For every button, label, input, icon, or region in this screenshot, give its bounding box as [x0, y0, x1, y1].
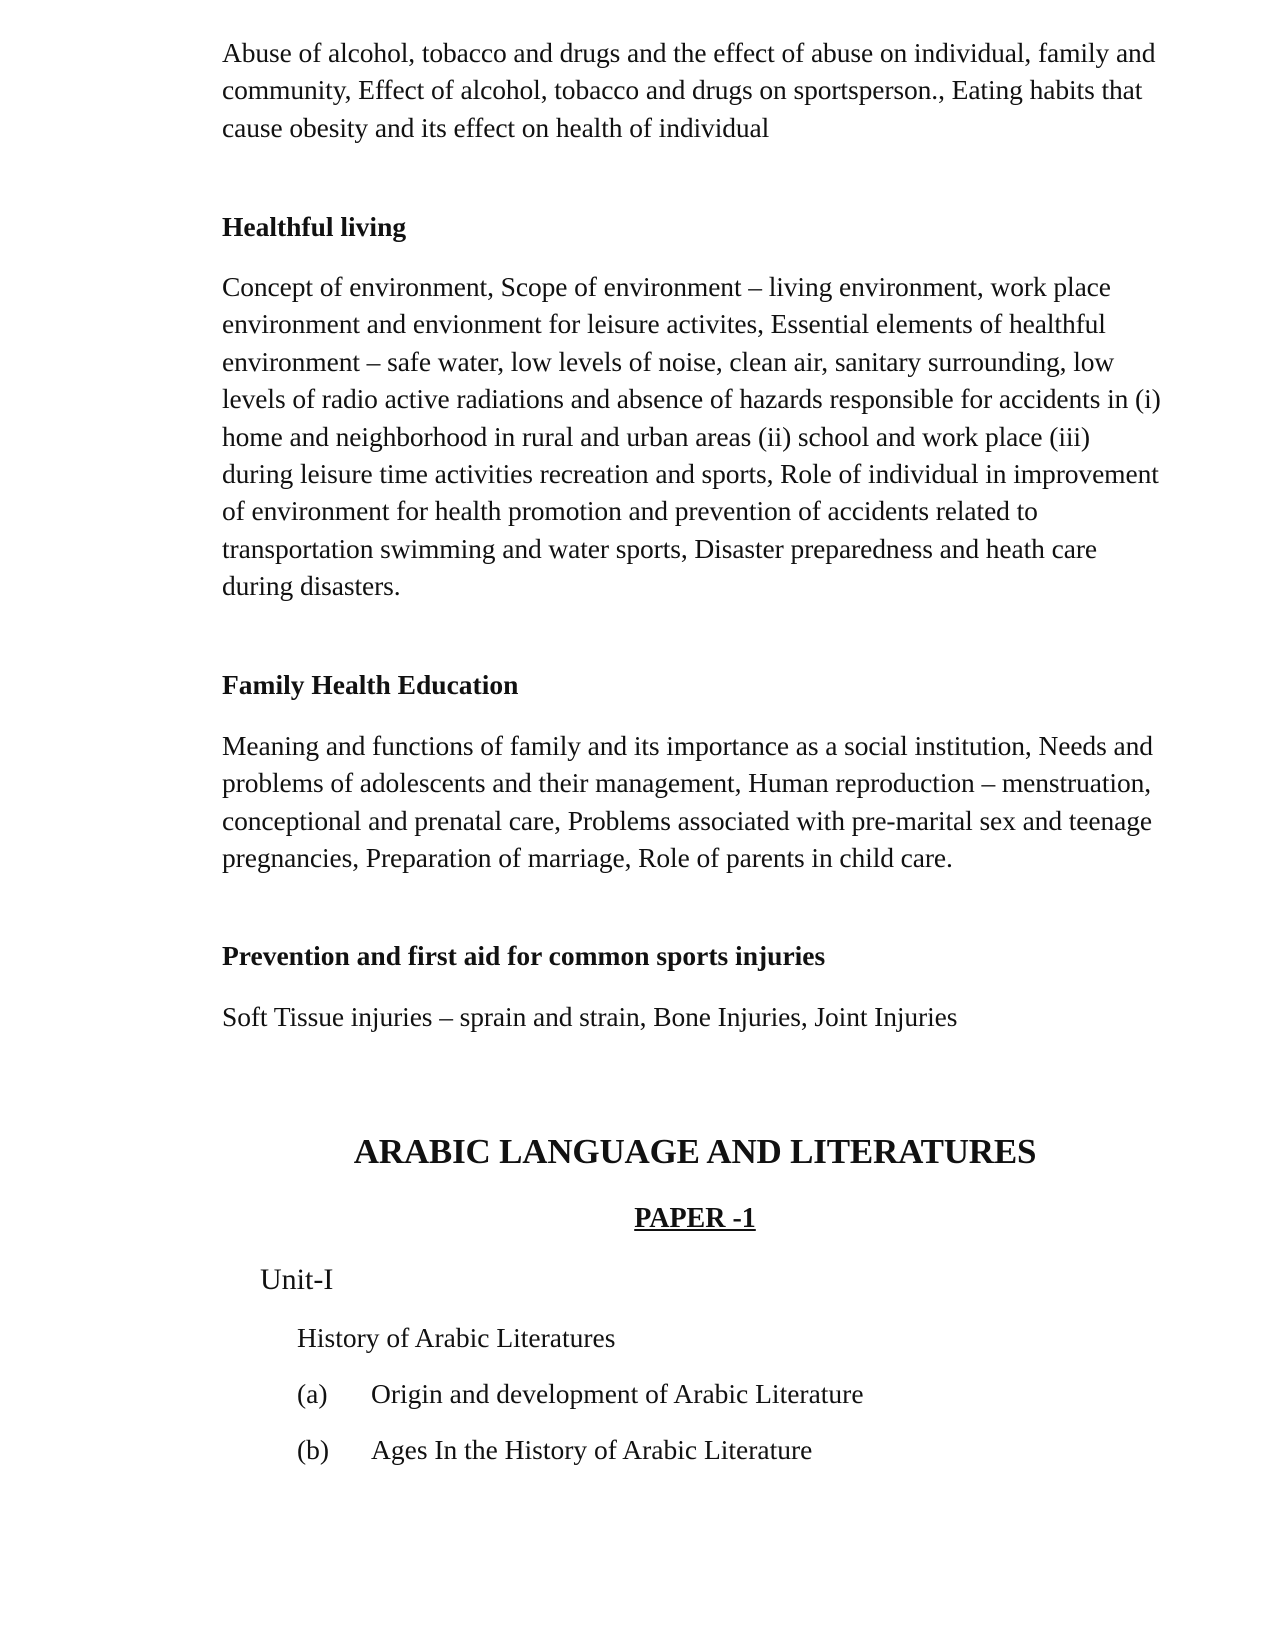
section-body-sports-injuries: Soft Tissue injuries – sprain and strain, Bone Injuries, Joint Injuries	[222, 1001, 958, 1032]
subject-title: ARABIC LANGUAGE AND LITERATURES	[353, 1132, 1037, 1171]
section-body-family-health: Meaning and functions of family and its importance as a social institution, Needs and problems of adolescents and their management, Human reproduction – menstruation, conceptional and prenatal care, Problems associated with pre-marital sex and teenage pregnancies, Preparation of marriage, Role of parents in child care.	[222, 730, 1153, 874]
paper-label: PAPER -1	[634, 1203, 756, 1234]
section-heading-sports-injuries: Prevention and first aid for common sports injuries	[222, 940, 826, 971]
section-heading-healthful-living: Healthful living	[222, 211, 407, 242]
unit-item-b	[297, 1434, 812, 1466]
list-marker: (a)	[297, 1378, 328, 1409]
section-body-healthful-living: Concept of environment, Scope of environment – living environment, work place environment and envionment for leisure activites, Essential elements of healthful environment – safe water, low levels of noise, clean air, sanitary surrounding, low levels of radio active radiations and absence of hazards responsible for accidents in (i) home and neighborhood in rural and urban areas (ii) school and work place (iii) during leisure time activities recreation and sports, Role of individual in improvement of environment for health promotion and prevention of accidents related to transportation swimming and water sports, Disaster preparedness and heath care during disasters.	[222, 271, 1161, 602]
unit-topic: History of Arabic Literatures	[297, 1322, 616, 1353]
section-heading-family-health: Family Health Education	[222, 669, 519, 700]
unit-label: Unit-I	[260, 1263, 334, 1296]
list-item-text: Ages In the History of Arabic Literature	[371, 1434, 813, 1465]
unit-item-a	[297, 1378, 864, 1410]
list-marker: (b)	[297, 1434, 330, 1465]
intro-paragraph: Abuse of alcohol, tobacco and drugs and the effect of abuse on individual, family and community, Effect of alcohol, tobacco and drugs on sportsperson., Eating habits that cause obesity and its effect on health of individual	[222, 37, 1156, 143]
list-item-text: Origin and development of Arabic Literature	[371, 1378, 864, 1409]
